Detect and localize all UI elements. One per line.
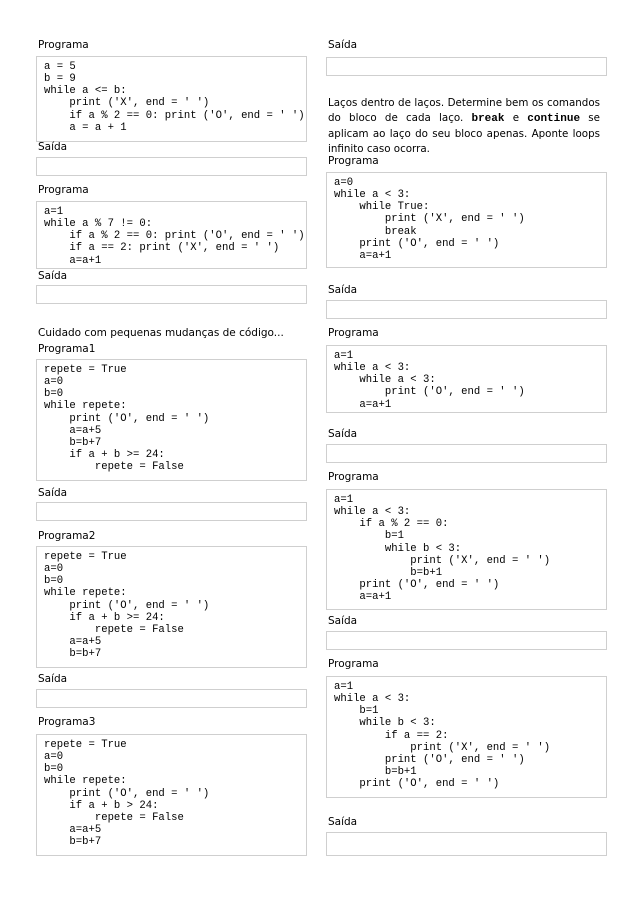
program-label: Programa: [38, 39, 89, 51]
intro-paragraph: [328, 96, 600, 157]
output-label: Saída: [38, 141, 68, 153]
code-block: a = 5 b = 9 while a <= b: print ('X', end = ' ') if a % 2 == 0: print ('O', end = ' ') a = a + 1: [36, 56, 307, 142]
output-box[interactable]: [36, 157, 307, 176]
continue-keyword: continue: [527, 113, 581, 125]
program-label: Programa3: [38, 716, 96, 728]
output-box[interactable]: [326, 57, 607, 76]
output-label: Saída: [328, 428, 358, 440]
program-label: Programa: [328, 327, 379, 339]
break-keyword: break: [471, 113, 505, 125]
output-box[interactable]: [36, 285, 307, 304]
code-block: a=0 while a < 3: while True: print ('X', end = ' ') break print ('O', end = ' ') a=a+1: [326, 172, 607, 268]
program-label: Programa2: [38, 530, 96, 542]
output-box[interactable]: [36, 502, 307, 521]
program-label: Programa: [328, 658, 379, 670]
output-box[interactable]: [326, 444, 607, 463]
output-box[interactable]: [326, 300, 607, 319]
code-block: repete = True a=0 b=0 while repete: print ('O', end = ' ') if a + b >= 24: repete = False a=a+5 b=b+7: [36, 546, 307, 668]
code-block: repete = True a=0 b=0 while repete: print ('O', end = ' ') a=a+5 b=b+7 if a + b >= 24: repete = False: [36, 359, 307, 481]
output-label: Saída: [38, 673, 68, 685]
output-label: Saída: [38, 487, 68, 499]
code-block: a=1 while a < 3: b=1 while b < 3: if a == 2: print ('X', end = ' ') print ('O', end = ' ') b=b+1 print ('O', end = ' '): [326, 676, 607, 798]
output-label: Saída: [328, 816, 358, 828]
output-label: Saída: [328, 284, 358, 296]
output-box[interactable]: [36, 689, 307, 708]
code-block: a=1 while a < 3: while a < 3: print ('O', end = ' ') a=a+1: [326, 345, 607, 413]
intro-text: Laços dentro de laços. Determine bem os comandos do bloco de cada laço.: [328, 97, 600, 124]
code-block: a=1 while a % 7 != 0: if a % 2 == 0: print ('O', end = ' ') if a == 2: print ('X', end = ' ') a=a+1: [36, 201, 307, 269]
output-box[interactable]: [326, 832, 607, 856]
code-block: repete = True a=0 b=0 while repete: print ('O', end = ' ') if a + b > 24: repete = False a=a+5 b=b+7: [36, 734, 307, 856]
program-label: Programa: [328, 471, 379, 483]
output-label: Saída: [38, 270, 68, 282]
warning-text: Cuidado com pequenas mudanças de código...: [38, 327, 284, 339]
program-label: Programa: [328, 155, 379, 167]
code-block: a=1 while a < 3: if a % 2 == 0: b=1 while b < 3: print ('X', end = ' ') b=b+1 print ('O', end = ' ') a=a+1: [326, 489, 607, 610]
output-label: Saída: [328, 615, 358, 627]
program-label: Programa: [38, 184, 89, 196]
output-label: Saída: [328, 39, 358, 51]
program-label: Programa1: [38, 343, 96, 355]
output-box[interactable]: [326, 631, 607, 650]
intro-text: se aplicam ao laço do seu bloco apenas. Aponte loops infinito caso ocorra.: [328, 112, 600, 155]
intro-text: e: [504, 112, 528, 124]
